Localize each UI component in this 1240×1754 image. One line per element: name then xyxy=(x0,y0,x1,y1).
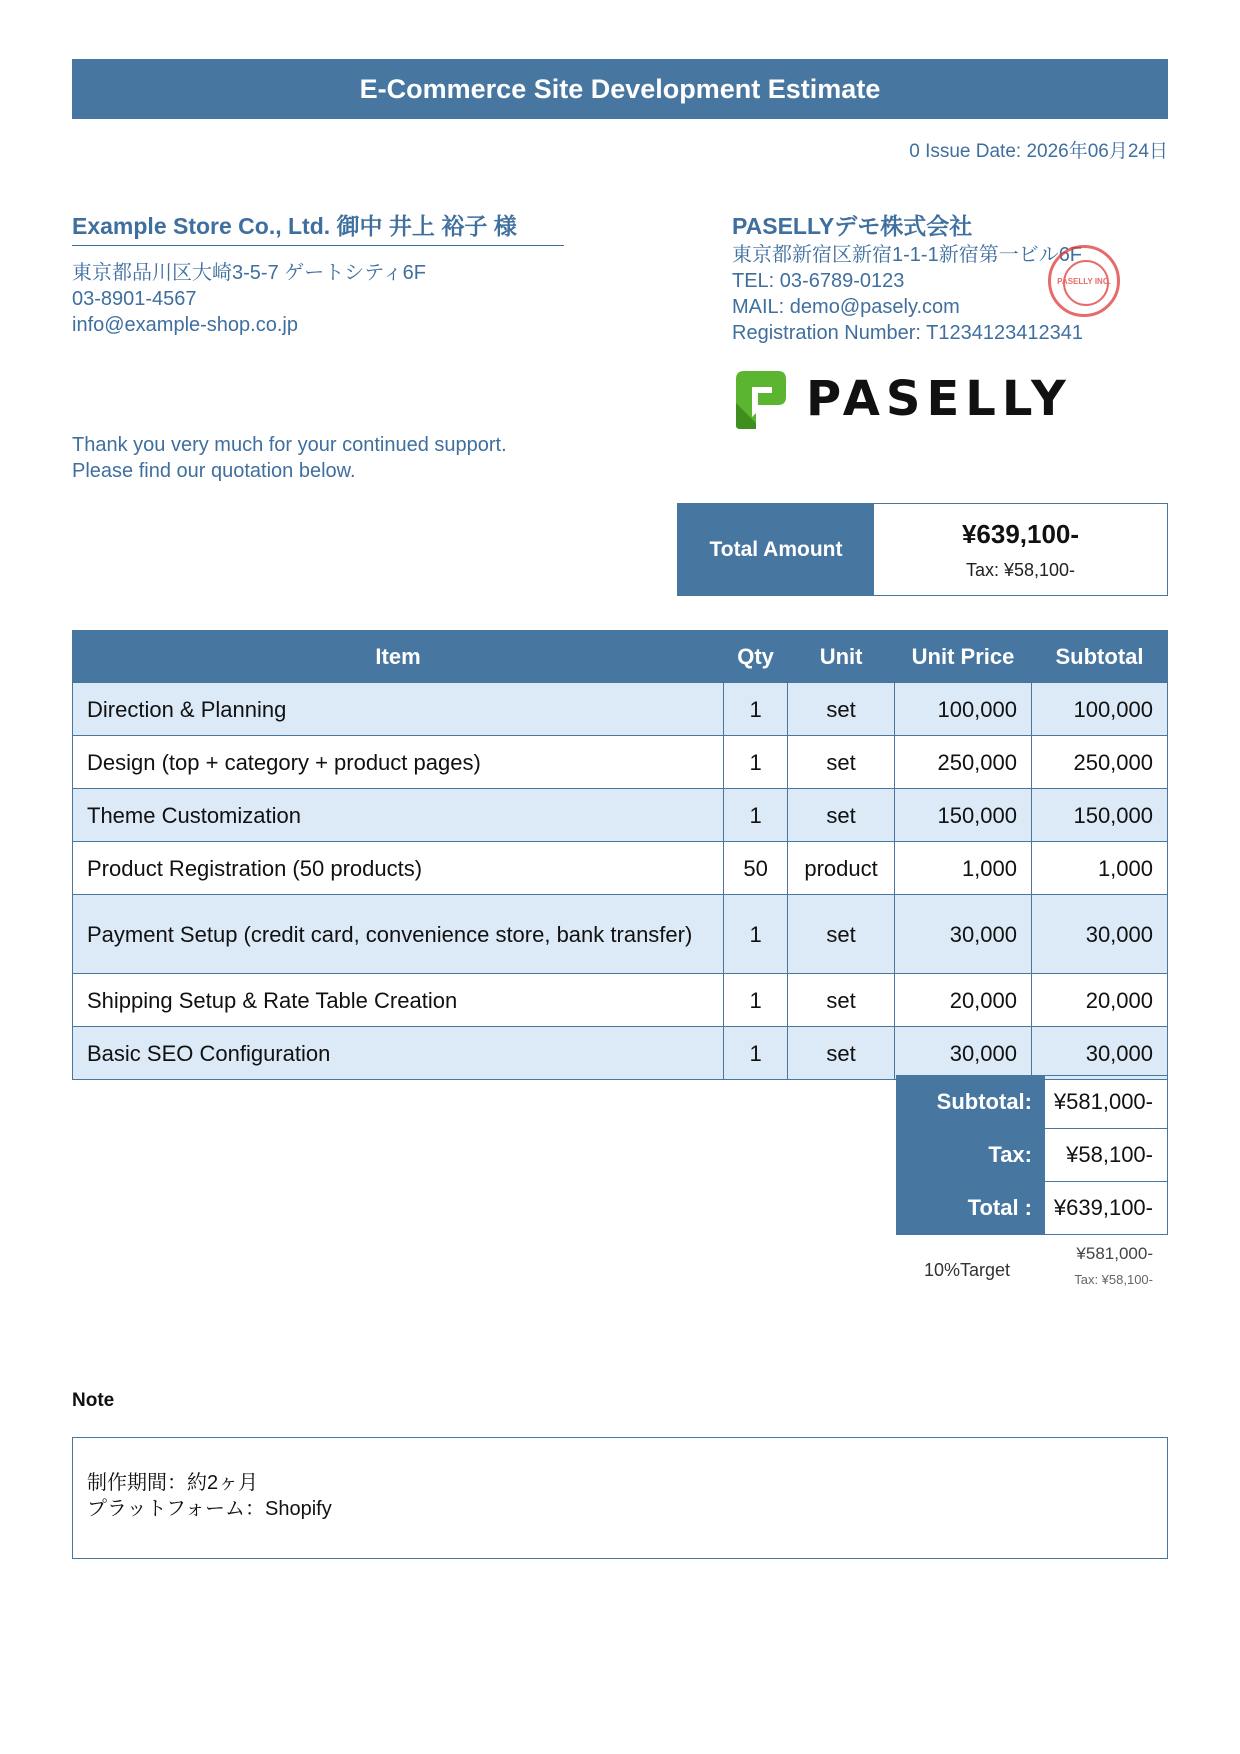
total-amount-box xyxy=(677,503,1168,596)
cell-item: Theme Customization xyxy=(73,789,724,842)
cell-subtotal: 250,000 xyxy=(1032,736,1168,789)
cell-price: 250,000 xyxy=(895,736,1032,789)
summary-subtotal-value: ¥581,000- xyxy=(1045,1076,1168,1129)
cell-item: Design (top + category + product pages) xyxy=(73,736,724,789)
seal-text: PASELLY INC. xyxy=(1057,276,1111,286)
company-seal-stamp xyxy=(1048,245,1120,317)
cell-item: Payment Setup (credit card, convenience store, bank transfer) xyxy=(73,895,724,974)
greeting xyxy=(72,432,507,484)
tax-rate-tax: Tax: ¥58,100- xyxy=(1074,1272,1153,1287)
company-logo xyxy=(732,367,1072,431)
header-qty: Qty xyxy=(724,631,788,683)
cell-unit: product xyxy=(788,842,895,895)
cell-price: 1,000 xyxy=(895,842,1032,895)
cell-subtotal: 30,000 xyxy=(1032,895,1168,974)
issuer-name: PASELLYデモ株式会社 xyxy=(732,213,973,239)
cell-qty: 1 xyxy=(724,895,788,974)
note-line-1: 制作期間：約2ヶ月 xyxy=(87,1472,259,1494)
issuer-address: 東京都新宿区新宿1-1-1新宿第一ビル6F xyxy=(732,244,1083,266)
client-email: info@example-shop.co.jp xyxy=(72,314,298,336)
greeting-line-1: Thank you very much for your continued support. xyxy=(72,434,507,456)
cell-subtotal: 150,000 xyxy=(1032,789,1168,842)
total-amount-label: Total Amount xyxy=(678,504,874,595)
note-title: Note xyxy=(72,1390,115,1411)
cell-unit: set xyxy=(788,895,895,974)
table-header-row xyxy=(73,631,1168,683)
note-line-2: プラットフォーム：Shopify xyxy=(87,1498,332,1520)
issuer-mail: MAIL: demo@pasely.com xyxy=(732,296,960,318)
cell-unit: set xyxy=(788,736,895,789)
issue-date: 0 Issue Date: 2026年06月24日 xyxy=(909,141,1168,162)
summary-subtotal-row xyxy=(897,1076,1168,1129)
client-address: 東京都品川区大崎3-5-7 ゲートシティ6F xyxy=(72,262,426,284)
total-amount-value: ¥639,100- xyxy=(961,518,1080,549)
table-row xyxy=(73,974,1168,1027)
document-title: E-Commerce Site Development Estimate xyxy=(72,59,1168,119)
summary-total-value: ¥639,100- xyxy=(1045,1182,1168,1235)
header-unit: Unit xyxy=(788,631,895,683)
cell-price: 30,000 xyxy=(895,895,1032,974)
cell-item: Direction & Planning xyxy=(73,683,724,736)
cell-qty: 1 xyxy=(724,683,788,736)
cell-qty: 1 xyxy=(724,736,788,789)
cell-item: Basic SEO Configuration xyxy=(73,1027,724,1080)
summary-total-label: Total : xyxy=(897,1182,1045,1235)
summary-subtotal-label: Subtotal: xyxy=(897,1076,1045,1129)
tax-rate-label: 10%Target xyxy=(924,1260,1011,1280)
cell-subtotal: 1,000 xyxy=(1032,842,1168,895)
cell-price: 100,000 xyxy=(895,683,1032,736)
cell-qty: 1 xyxy=(724,789,788,842)
cell-unit: set xyxy=(788,789,895,842)
logo-mark-icon xyxy=(732,367,790,431)
table-row xyxy=(73,736,1168,789)
client-tel: 03-8901-4567 xyxy=(72,288,197,310)
header-unit-price: Unit Price xyxy=(895,631,1032,683)
cell-unit: set xyxy=(788,974,895,1027)
issuer-registration: Registration Number: T1234123412341 xyxy=(732,322,1083,344)
line-items-table xyxy=(72,630,1168,1080)
logo-wordmark: PASELLY xyxy=(806,371,1072,427)
cell-qty: 1 xyxy=(724,1027,788,1080)
cell-unit: set xyxy=(788,683,895,736)
summary-tax-value: ¥58,100- xyxy=(1045,1129,1168,1182)
cell-subtotal: 100,000 xyxy=(1032,683,1168,736)
header-item: Item xyxy=(73,631,724,683)
summary-tax-label: Tax: xyxy=(897,1129,1045,1182)
client-block xyxy=(72,213,564,338)
tax-rate-amount: ¥581,000- xyxy=(1076,1244,1153,1263)
client-name: Example Store Co., Ltd. 御中 井上 裕子 様 xyxy=(72,213,564,246)
cell-unit: set xyxy=(788,1027,895,1080)
table-row xyxy=(73,1027,1168,1080)
tax-rate-breakdown xyxy=(1074,1244,1153,1287)
cell-price: 30,000 xyxy=(895,1027,1032,1080)
table-row xyxy=(73,895,1168,974)
note-box xyxy=(72,1437,1168,1559)
issuer-tel: TEL: 03-6789-0123 xyxy=(732,270,905,292)
cell-qty: 1 xyxy=(724,974,788,1027)
greeting-line-2: Please find our quotation below. xyxy=(72,460,356,482)
header-subtotal: Subtotal xyxy=(1032,631,1168,683)
table-row xyxy=(73,789,1168,842)
summary-table xyxy=(896,1075,1168,1235)
table-row xyxy=(73,842,1168,895)
cell-subtotal: 20,000 xyxy=(1032,974,1168,1027)
total-amount-tax: Tax: ¥58,100- xyxy=(965,559,1076,580)
cell-item: Product Registration (50 products) xyxy=(73,842,724,895)
cell-price: 20,000 xyxy=(895,974,1032,1027)
cell-item: Shipping Setup & Rate Table Creation xyxy=(73,974,724,1027)
cell-price: 150,000 xyxy=(895,789,1032,842)
summary-total-row xyxy=(897,1182,1168,1235)
cell-subtotal: 30,000 xyxy=(1032,1027,1168,1080)
summary-tax-row xyxy=(897,1129,1168,1182)
cell-qty: 50 xyxy=(724,842,788,895)
table-row xyxy=(73,683,1168,736)
